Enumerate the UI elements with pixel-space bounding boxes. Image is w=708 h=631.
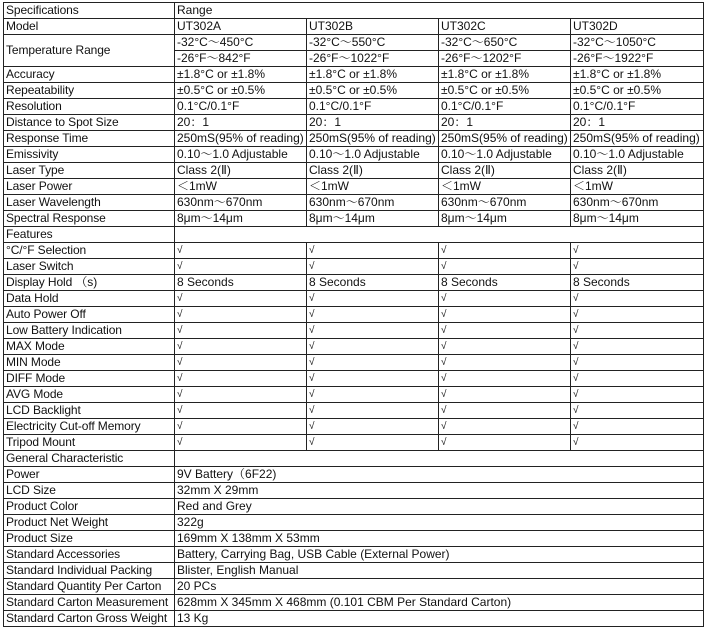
general-row <box>4 579 704 595</box>
general-section-header-empty <box>175 451 704 467</box>
general-row-label: Standard Carton Measurement <box>4 595 175 611</box>
feature-row-label: MIN Mode <box>4 355 175 371</box>
feature-row-label: Electricity Cut-off Memory <box>4 419 175 435</box>
model-row <box>4 19 704 35</box>
feature-row <box>4 323 704 339</box>
general-row <box>4 499 704 515</box>
spec-row <box>4 131 704 147</box>
header-specifications: Specifications <box>4 3 175 19</box>
spec-row-cell: 250mS(95% of reading) <box>571 131 704 147</box>
spec-row-cell: ±1.8°C or ±1.8% <box>307 67 439 83</box>
spec-row <box>4 115 704 131</box>
features-section-header <box>4 227 704 243</box>
checkmark-cell: √ <box>439 291 571 307</box>
general-row-value: Red and Grey <box>175 499 704 515</box>
checkmark-cell: √ <box>439 259 571 275</box>
spec-row-cell: 250mS(95% of reading) <box>439 131 571 147</box>
checkmark-cell: √ <box>175 355 307 371</box>
feature-row <box>4 419 704 435</box>
feature-row-cell: 8 Seconds <box>439 275 571 291</box>
feature-row-label: DIFF Mode <box>4 371 175 387</box>
general-row-label: Standard Accessories <box>4 547 175 563</box>
spec-row-cell: 0.1°C/0.1°F <box>175 99 307 115</box>
general-row-value: 13 Kg <box>175 611 704 627</box>
general-row-label: Standard Quantity Per Carton <box>4 579 175 595</box>
features-section-header-empty <box>175 227 704 243</box>
spec-row-cell: 630nm～670nm <box>571 195 704 211</box>
checkmark-cell: √ <box>571 291 704 307</box>
spec-row-cell: ＜1mW <box>571 179 704 195</box>
spec-row-cell: 0.10～1.0 Adjustable <box>175 147 307 163</box>
checkmark-cell: √ <box>307 291 439 307</box>
spec-row-cell: 0.1°C/0.1°F <box>571 99 704 115</box>
spec-row-cell: ±1.8°C or ±1.8% <box>571 67 704 83</box>
spec-row <box>4 83 704 99</box>
feature-row-label: Auto Power Off <box>4 307 175 323</box>
feature-row <box>4 275 704 291</box>
spec-row-cell: ±0.5°C or ±0.5% <box>571 83 704 99</box>
general-row-value: 628mm X 345mm X 468mm (0.101 CBM Per Standard Carton) <box>175 595 704 611</box>
spec-row <box>4 179 704 195</box>
temperature-celsius-row <box>4 35 704 51</box>
general-row <box>4 611 704 627</box>
spec-row-label: Laser Power <box>4 179 175 195</box>
feature-row <box>4 403 704 419</box>
general-row-label: Product Size <box>4 531 175 547</box>
feature-row <box>4 259 704 275</box>
checkmark-cell: √ <box>175 403 307 419</box>
spec-row <box>4 211 704 227</box>
spec-row <box>4 147 704 163</box>
general-row-value: 32mm X 29mm <box>175 483 704 499</box>
checkmark-cell: √ <box>571 387 704 403</box>
checkmark-cell: √ <box>307 323 439 339</box>
spec-row-cell: ＜1mW <box>439 179 571 195</box>
spec-row-label: Distance to Spot Size <box>4 115 175 131</box>
checkmark-cell: √ <box>439 403 571 419</box>
checkmark-cell: √ <box>175 371 307 387</box>
general-row-value: 169mm X 138mm X 53mm <box>175 531 704 547</box>
checkmark-cell: √ <box>175 435 307 451</box>
checkmark-cell: √ <box>439 307 571 323</box>
spec-row-cell: 0.1°C/0.1°F <box>439 99 571 115</box>
feature-row-cell: 8 Seconds <box>571 275 704 291</box>
temperature-fahrenheit-cell: -26°F～842°F <box>175 51 307 67</box>
spec-row-cell: ＜1mW <box>307 179 439 195</box>
checkmark-cell: √ <box>439 419 571 435</box>
spec-table-body <box>4 3 704 627</box>
feature-row-label: MAX Mode <box>4 339 175 355</box>
checkmark-cell: √ <box>307 419 439 435</box>
model-cell: UT302D <box>571 19 704 35</box>
feature-row <box>4 307 704 323</box>
spec-row-cell: 250mS(95% of reading) <box>307 131 439 147</box>
checkmark-cell: √ <box>307 339 439 355</box>
spec-row <box>4 67 704 83</box>
spec-row-cell: 8μm～14μm <box>571 211 704 227</box>
spec-row <box>4 99 704 115</box>
checkmark-cell: √ <box>439 355 571 371</box>
spec-row-cell: 8μm～14μm <box>307 211 439 227</box>
general-row-value: Battery, Carrying Bag, USB Cable (External Power) <box>175 547 704 563</box>
checkmark-cell: √ <box>439 387 571 403</box>
checkmark-cell: √ <box>571 435 704 451</box>
spec-row-cell: 0.10～1.0 Adjustable <box>571 147 704 163</box>
spec-row-label: Response Time <box>4 131 175 147</box>
checkmark-cell: √ <box>175 243 307 259</box>
feature-row-label: AVG Mode <box>4 387 175 403</box>
general-row <box>4 547 704 563</box>
spec-row-cell: ＜1mW <box>175 179 307 195</box>
temperature-range-label: Temperature Range <box>4 35 175 67</box>
spec-row-cell: ±1.8°C or ±1.8% <box>439 67 571 83</box>
temperature-celsius-cell: -32°C～650°C <box>439 35 571 51</box>
checkmark-cell: √ <box>571 403 704 419</box>
checkmark-cell: √ <box>439 339 571 355</box>
feature-row <box>4 339 704 355</box>
feature-row-label: Tripod Mount <box>4 435 175 451</box>
general-row <box>4 467 704 483</box>
general-row-value: 9V Battery（6F22) <box>175 467 704 483</box>
checkmark-cell: √ <box>571 339 704 355</box>
feature-row-label: Laser Switch <box>4 259 175 275</box>
spec-row-cell: ±0.5°C or ±0.5% <box>307 83 439 99</box>
header-row <box>4 3 704 19</box>
feature-row-label: LCD Backlight <box>4 403 175 419</box>
feature-row <box>4 291 704 307</box>
spec-table <box>3 2 704 627</box>
spec-row-cell: Class 2(Ⅱ) <box>307 163 439 179</box>
temperature-celsius-cell: -32°C～550°C <box>307 35 439 51</box>
checkmark-cell: √ <box>439 323 571 339</box>
checkmark-cell: √ <box>175 387 307 403</box>
model-label: Model <box>4 19 175 35</box>
checkmark-cell: √ <box>571 307 704 323</box>
checkmark-cell: √ <box>307 307 439 323</box>
general-row-label: Standard Individual Packing <box>4 563 175 579</box>
general-row <box>4 515 704 531</box>
spec-row-cell: Class 2(Ⅱ) <box>439 163 571 179</box>
spec-row-cell: Class 2(Ⅱ) <box>175 163 307 179</box>
feature-row-label: Data Hold <box>4 291 175 307</box>
spec-row-cell: ±1.8°C or ±1.8% <box>175 67 307 83</box>
checkmark-cell: √ <box>571 243 704 259</box>
spec-row-label: Laser Wavelength <box>4 195 175 211</box>
spec-row-cell: 250mS(95% of reading) <box>175 131 307 147</box>
checkmark-cell: √ <box>571 259 704 275</box>
general-row-label: LCD Size <box>4 483 175 499</box>
feature-row <box>4 435 704 451</box>
feature-row-label: °C/°F Selection <box>4 243 175 259</box>
feature-row <box>4 243 704 259</box>
checkmark-cell: √ <box>307 355 439 371</box>
checkmark-cell: √ <box>307 243 439 259</box>
spec-row-label: Laser Type <box>4 163 175 179</box>
general-row-value: 322g <box>175 515 704 531</box>
features-section-header-label: Features <box>4 227 175 243</box>
checkmark-cell: √ <box>571 323 704 339</box>
header-range: Range <box>175 3 704 19</box>
spec-row-cell: 20：1 <box>307 115 439 131</box>
temperature-fahrenheit-cell: -26°F～1022°F <box>307 51 439 67</box>
checkmark-cell: √ <box>307 403 439 419</box>
spec-row-cell: ±0.5°C or ±0.5% <box>175 83 307 99</box>
checkmark-cell: √ <box>175 307 307 323</box>
spec-row-cell: ±0.5°C or ±0.5% <box>439 83 571 99</box>
temperature-fahrenheit-cell: -26°F～1202°F <box>439 51 571 67</box>
model-cell: UT302A <box>175 19 307 35</box>
general-row-value: 20 PCs <box>175 579 704 595</box>
general-row <box>4 531 704 547</box>
feature-row <box>4 387 704 403</box>
general-row <box>4 483 704 499</box>
feature-row-label: Low Battery Indication <box>4 323 175 339</box>
temperature-celsius-cell: -32°C～1050°C <box>571 35 704 51</box>
spec-row-label: Accuracy <box>4 67 175 83</box>
feature-row-label: Display Hold （s) <box>4 275 175 291</box>
spec-row-cell: 8μm～14μm <box>439 211 571 227</box>
checkmark-cell: √ <box>175 259 307 275</box>
checkmark-cell: √ <box>175 419 307 435</box>
checkmark-cell: √ <box>307 259 439 275</box>
spec-row-cell: 630nm～670nm <box>439 195 571 211</box>
general-row-label: Standard Carton Gross Weight <box>4 611 175 627</box>
checkmark-cell: √ <box>439 243 571 259</box>
general-section-header-label: General Characteristic <box>4 451 175 467</box>
spec-row-cell: 630nm～670nm <box>307 195 439 211</box>
spec-row-cell: 20：1 <box>439 115 571 131</box>
model-cell: UT302C <box>439 19 571 35</box>
feature-row <box>4 355 704 371</box>
spec-row-cell: 0.10～1.0 Adjustable <box>439 147 571 163</box>
spec-row <box>4 163 704 179</box>
spec-row-cell: 0.10～1.0 Adjustable <box>307 147 439 163</box>
spec-row-cell: 8μm～14μm <box>175 211 307 227</box>
feature-row-cell: 8 Seconds <box>175 275 307 291</box>
spec-row-label: Resolution <box>4 99 175 115</box>
spec-row-cell: 630nm～670nm <box>175 195 307 211</box>
checkmark-cell: √ <box>571 371 704 387</box>
temperature-celsius-cell: -32°C～450°C <box>175 35 307 51</box>
feature-row-cell: 8 Seconds <box>307 275 439 291</box>
spec-row-cell: 0.1°C/0.1°F <box>307 99 439 115</box>
general-row <box>4 595 704 611</box>
checkmark-cell: √ <box>175 323 307 339</box>
spec-row-cell: Class 2(Ⅱ) <box>571 163 704 179</box>
checkmark-cell: √ <box>175 339 307 355</box>
general-section-header <box>4 451 704 467</box>
model-cell: UT302B <box>307 19 439 35</box>
checkmark-cell: √ <box>439 371 571 387</box>
temperature-fahrenheit-cell: -26°F～1922°F <box>571 51 704 67</box>
spec-row-cell: 20：1 <box>571 115 704 131</box>
checkmark-cell: √ <box>307 387 439 403</box>
checkmark-cell: √ <box>439 435 571 451</box>
checkmark-cell: √ <box>307 435 439 451</box>
checkmark-cell: √ <box>571 419 704 435</box>
general-row-label: Product Net Weight <box>4 515 175 531</box>
spec-row-cell: 20：1 <box>175 115 307 131</box>
general-row-label: Power <box>4 467 175 483</box>
spec-row-label: Emissivity <box>4 147 175 163</box>
spec-row-label: Spectral Response <box>4 211 175 227</box>
checkmark-cell: √ <box>175 291 307 307</box>
general-row <box>4 563 704 579</box>
feature-row <box>4 371 704 387</box>
spec-row <box>4 195 704 211</box>
general-row-label: Product Color <box>4 499 175 515</box>
general-row-value: Blister, English Manual <box>175 563 704 579</box>
spec-row-label: Repeatability <box>4 83 175 99</box>
checkmark-cell: √ <box>307 371 439 387</box>
checkmark-cell: √ <box>571 355 704 371</box>
